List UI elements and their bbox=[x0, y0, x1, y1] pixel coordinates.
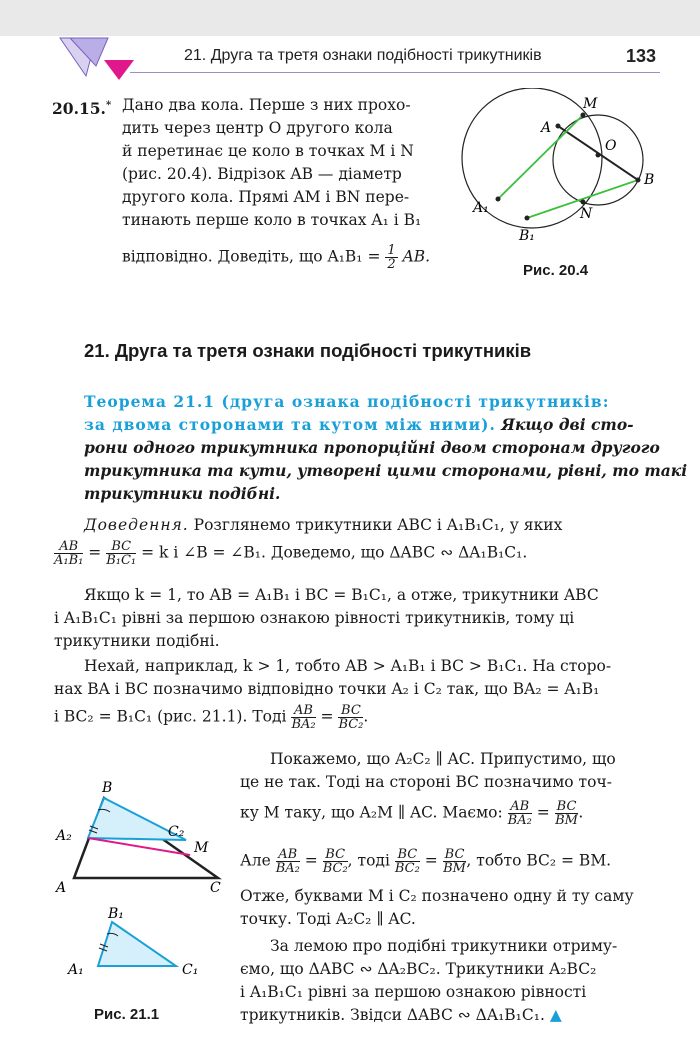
problem-line-4: (рис. 20.4). Відрізок AB — діаметр bbox=[122, 165, 402, 183]
figure-20-4 bbox=[455, 88, 675, 258]
theorem-line-3: рони одного трикутника пропорційні двом сторонам другого bbox=[84, 438, 660, 457]
problem-line-3: й перетинає це коло в точках M і N bbox=[122, 142, 414, 160]
proof-para4-line-3: ку M таку, що A₂M ∥ AC. Маємо: $\frac{AB}{\text{BA₂}}$ = $\frac{BC}{BM}$ . bbox=[240, 799, 584, 828]
proof-para2-line-1: Якщо k = 1, то AB = A₁B₁ і BC = B₁C₁, а отже, трикутники ABC bbox=[84, 586, 599, 604]
proof-para4-line-2: це не так. Тоді на стороні BC позначимо точ- bbox=[240, 773, 612, 791]
problem-line-5: другого кола. Прямі AM і BN пере- bbox=[122, 188, 410, 206]
proof-para3-line-2: нах BA і BC позначимо відповідно точки A₂ і C₂ так, що BA₂ = A₁B₁ bbox=[54, 680, 600, 698]
header-decoration-icon bbox=[56, 36, 136, 82]
problem-number: 20.15.* bbox=[52, 99, 112, 119]
theorem-line-4: трикутника та кути, утворені цими сторонами, рівні, то такі bbox=[84, 461, 688, 480]
label-A1: A₁ bbox=[473, 200, 489, 216]
proof-para6-line-4: трикутників. Звідси ΔABC ∾ ΔA₁B₁C₁. ▲ bbox=[240, 1006, 562, 1024]
label-C1: C₁ bbox=[182, 962, 199, 978]
label-A2: A₂ bbox=[56, 828, 72, 844]
header-divider bbox=[130, 72, 660, 73]
label-C: C bbox=[210, 880, 221, 896]
proof-para2-line-2: і A₁B₁C₁ рівні за першою ознакою рівності трикутників, тому ці bbox=[54, 609, 575, 627]
label-B: B bbox=[644, 172, 655, 188]
label-A1: A₁ bbox=[68, 962, 84, 978]
theorem-line-1: Теорема 21.1 (друга ознака подібності трикутників: bbox=[84, 392, 610, 411]
problem-last-line: відповідно. Доведіть, що A₁B₁ = $\frac{1}{2}$ AB. bbox=[122, 243, 431, 272]
section-title: 21. Друга та третя ознаки подібності трикутників bbox=[84, 340, 532, 361]
page-number: 133 bbox=[626, 46, 657, 66]
proof-para3-line-1: Нехай, наприклад, k > 1, тобто AB > A₁B₁ і BC > B₁C₁. На сторо- bbox=[84, 657, 612, 675]
proof-para3-line-3: і BC₂ = B₁C₁ (рис. 21.1). Тоді $\frac{AB}{\text{BA₂}}$ = $\frac{BC}{\text{BC₂}}$ . bbox=[54, 703, 369, 732]
fraction-one-half: $\frac{1}{2}$ bbox=[387, 243, 396, 272]
label-B1: B₁ bbox=[108, 906, 124, 922]
label-A: A bbox=[541, 120, 552, 136]
label-N: N bbox=[580, 206, 593, 222]
proof-line-1: Доведення. Розглянемо трикутники ABC і A₁B₁C₁, у яких bbox=[84, 516, 563, 534]
theorem-line-5: трикутники подібні. bbox=[84, 484, 281, 503]
label-O: O bbox=[605, 138, 617, 154]
problem-line-1: Дано два кола. Перше з них прохо- bbox=[122, 96, 411, 114]
proof-line-2: $\frac{AB}{\text{A₁B₁}}$ = $\frac{BC}{\text{B₁C₁}}$ = k і ∠B = ∠B₁. Доведемо, що ΔABC ∾ ΔA₁B₁C₁. bbox=[54, 539, 528, 568]
proof-para5-line-1: Але $\frac{AB}{\text{BA₂}}$ = $\frac{BC}{\text{BC₂}}$ , тоді $\frac{BC}{\text{BC₂}}$ = $\frac{BC}{BM}$ , тобто BC₂ = BM. bbox=[240, 847, 612, 876]
label-M: M bbox=[194, 840, 209, 856]
label-A: A bbox=[56, 880, 67, 896]
label-B1: B₁ bbox=[519, 228, 535, 244]
problem-line-6: тинають перше коло в точках A₁ і B₁ bbox=[122, 211, 422, 229]
proof-para2-line-3: трикутники подібні. bbox=[54, 632, 220, 650]
running-header-title: 21. Друга та третя ознаки подібності трикутників bbox=[184, 47, 542, 64]
viewer-top-bar bbox=[0, 0, 700, 36]
label-C2: C₂ bbox=[168, 824, 185, 840]
end-of-proof-icon: ▲ bbox=[549, 1006, 562, 1024]
figure-21-1 bbox=[40, 774, 240, 1014]
theorem-line-2: за двома сторонами та кутом між ними). Якщо дві сто- bbox=[84, 415, 634, 434]
proof-para6-line-3: і A₁B₁C₁ рівні за першою ознакою рівності bbox=[240, 983, 587, 1001]
proof-para5-line-2: Отже, буквами M і C₂ позначено одну й ту саму bbox=[240, 887, 634, 905]
label-B: B bbox=[102, 780, 113, 796]
proof-para4-line-1: Покажемо, що A₂C₂ ∥ AC. Припустимо, що bbox=[270, 750, 616, 768]
label-M: M bbox=[583, 96, 598, 112]
proof-para6-line-1: За лемою про подібні трикутники отриму- bbox=[270, 937, 618, 955]
figure-21-1-caption: Рис. 21.1 bbox=[94, 1006, 160, 1023]
figure-20-4-caption: Рис. 20.4 bbox=[523, 262, 589, 279]
problem-line-2: дить через центр O другого кола bbox=[122, 119, 393, 137]
proof-para6-line-2: ємо, що ΔABC ∾ ΔA₂BC₂. Трикутники A₂BC₂ bbox=[240, 960, 597, 978]
proof-para5-line-3: точку. Тоді A₂C₂ ∥ AC. bbox=[240, 910, 416, 928]
